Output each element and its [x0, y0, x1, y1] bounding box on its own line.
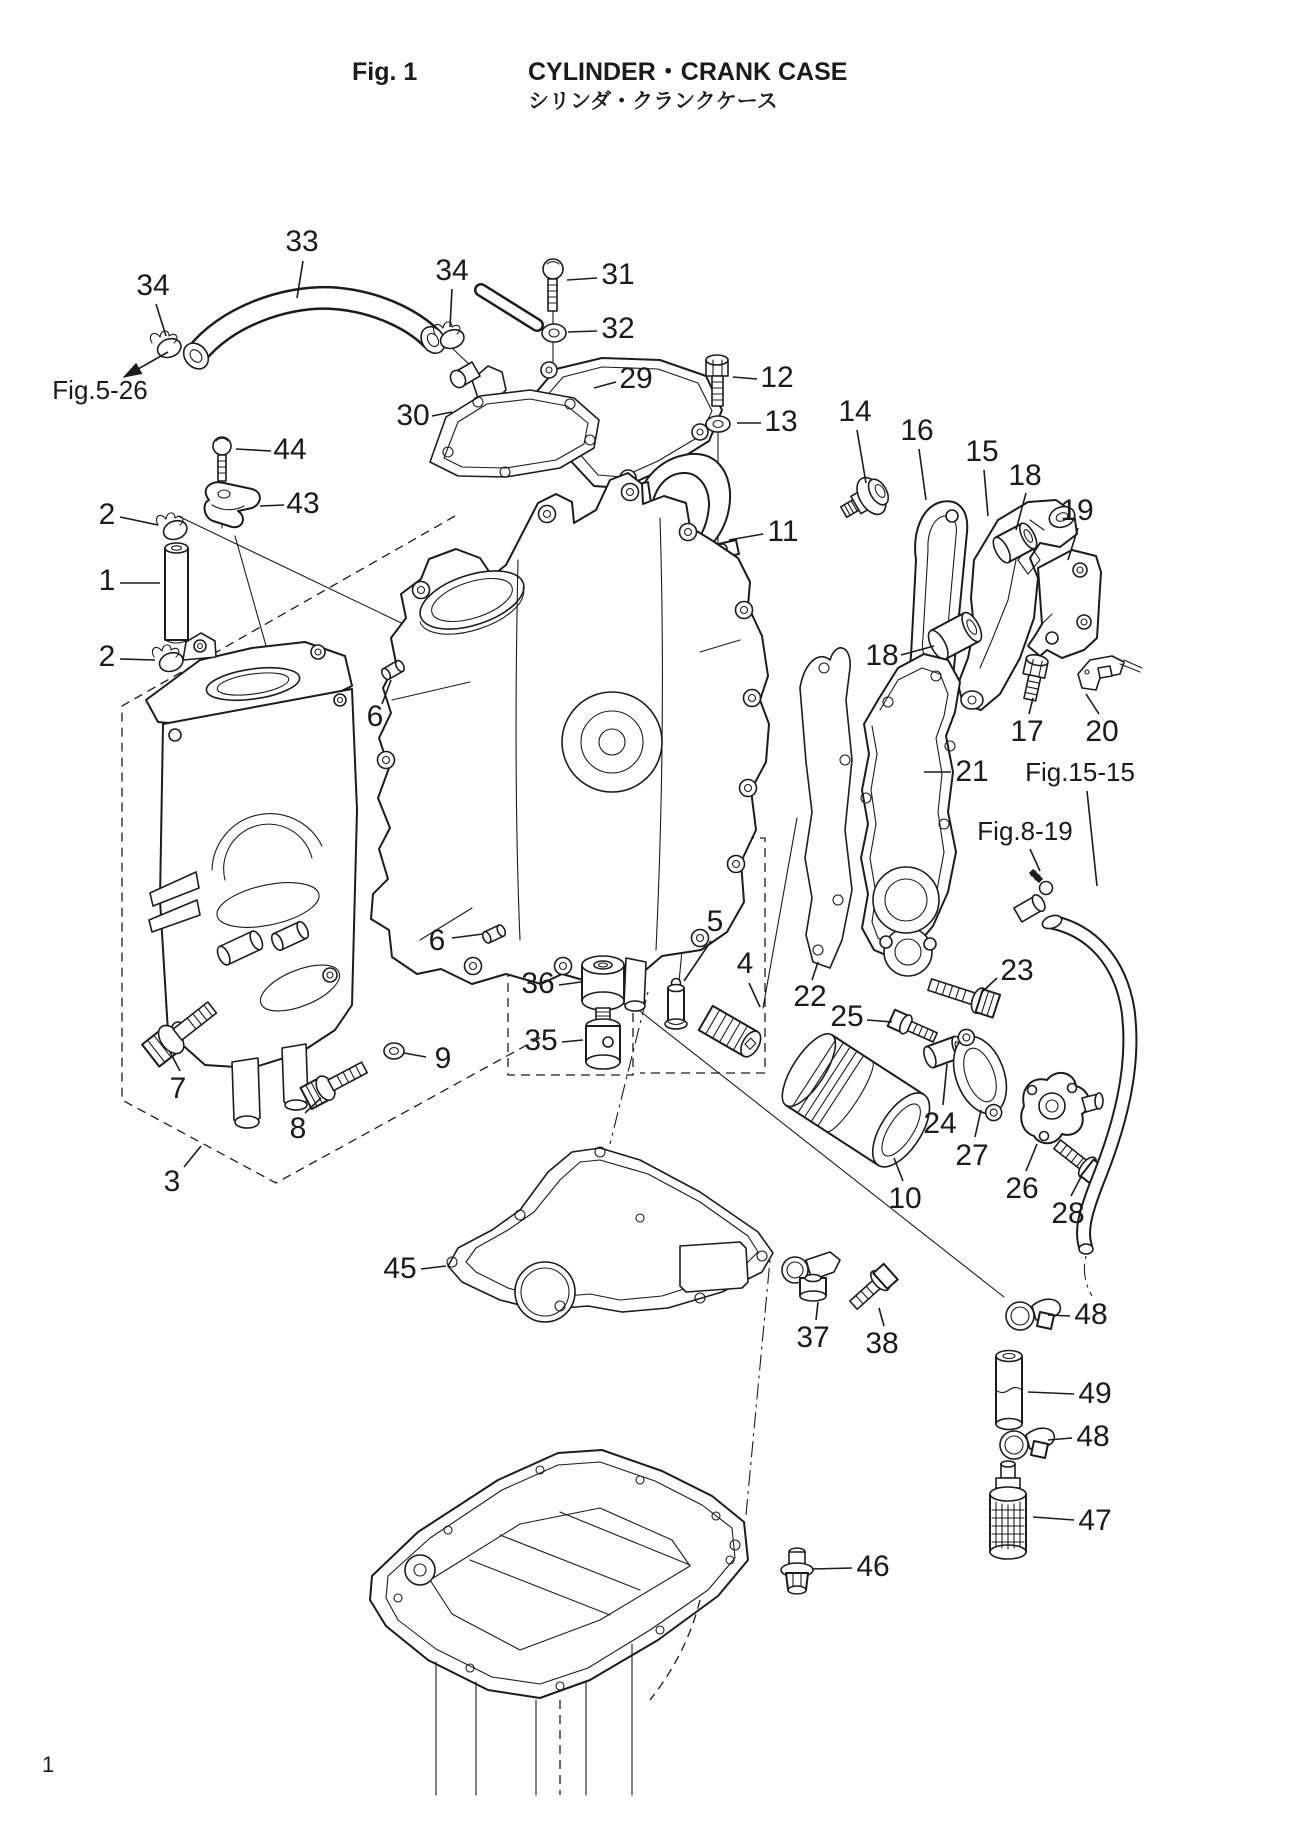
leader-line — [943, 1064, 947, 1105]
callout-38: 38 — [865, 1326, 899, 1360]
part-clip-20 — [1078, 656, 1142, 690]
callout-9: 9 — [434, 1041, 452, 1075]
callout-48: 48 — [1074, 1297, 1108, 1331]
exploded-parts-artwork — [122, 259, 1142, 1795]
leader-line — [812, 962, 818, 980]
callout-5: 5 — [706, 904, 724, 938]
part-plug-4 — [699, 1006, 765, 1060]
part-plug-35 — [586, 1008, 620, 1069]
leader-line — [559, 982, 581, 985]
part-bolt-25 — [887, 1009, 939, 1047]
callout-29: 29 — [619, 361, 653, 395]
leader-line — [812, 1568, 852, 1569]
callout-48: 48 — [1076, 1419, 1110, 1453]
callout-47: 47 — [1078, 1503, 1112, 1537]
part-dowel-tube-1 — [165, 543, 188, 643]
leader-line — [1087, 791, 1097, 886]
callout-18: 18 — [1008, 458, 1042, 492]
leader-line — [857, 430, 866, 483]
callout-6: 6 — [366, 699, 384, 733]
part-hose-clip-34-left — [150, 331, 183, 361]
callout-10: 10 — [888, 1181, 922, 1215]
callout-15: 15 — [965, 434, 999, 468]
part-clip-2-top — [156, 513, 189, 543]
callout-4: 4 — [736, 946, 754, 980]
part-base-gasket-45 — [447, 1147, 773, 1322]
callout-44: 44 — [273, 432, 307, 466]
leader-line — [568, 331, 597, 332]
leader-line — [120, 517, 158, 525]
part-oil-pan — [370, 1450, 748, 1795]
callout-11: 11 — [767, 514, 799, 548]
callout-23: 23 — [1000, 953, 1034, 987]
part-clamp-37 — [782, 1252, 840, 1301]
part-anode-36 — [582, 956, 624, 1010]
leader-line — [919, 449, 926, 500]
callout-16: 16 — [900, 413, 934, 447]
callout-27: 27 — [955, 1138, 989, 1172]
callout-3: 3 — [163, 1164, 181, 1198]
page-title-en: CYLINDER・CRANK CASE — [528, 58, 848, 86]
callout-49: 49 — [1078, 1376, 1112, 1410]
callout-18: 18 — [865, 638, 899, 672]
part-screw-31 — [543, 259, 563, 311]
callout-12: 12 — [760, 360, 794, 394]
figure-label: Fig. 1 — [352, 58, 418, 86]
leader-line — [984, 470, 988, 516]
callout-36: 36 — [521, 966, 555, 1000]
callout-46: 46 — [856, 1549, 890, 1583]
leader-line — [1071, 1177, 1081, 1196]
callout-6: 6 — [428, 923, 446, 957]
leader-line — [816, 1302, 818, 1320]
leader-line — [729, 534, 763, 540]
leader-line — [421, 1266, 446, 1269]
page-number: 1 — [42, 1752, 55, 1777]
callout-34: 34 — [136, 268, 170, 302]
callout-8: 8 — [289, 1111, 307, 1145]
part-washer-13 — [706, 416, 730, 432]
callout-33: 33 — [285, 224, 319, 258]
leader-line — [749, 983, 760, 1007]
part-chaincase-gasket-22 — [800, 648, 852, 968]
leader-line — [975, 1110, 981, 1137]
part-fuel-filter-47 — [990, 1461, 1026, 1559]
leader-line — [1048, 1315, 1070, 1316]
callout-2: 2 — [98, 497, 116, 531]
leader-line — [156, 304, 166, 336]
part-clamp-43 — [204, 482, 259, 527]
part-bolt-17 — [1018, 653, 1049, 702]
part-bolt-46 — [781, 1548, 813, 1594]
part-clamp-48-bottom — [1000, 1428, 1054, 1459]
callout-20: 20 — [1085, 714, 1119, 748]
callout-24: 24 — [923, 1106, 957, 1140]
callout-1: 1 — [98, 563, 116, 597]
callout-35: 35 — [524, 1023, 558, 1057]
part-bolt-38 — [845, 1262, 898, 1313]
part-washer-9 — [384, 1043, 404, 1059]
part-breather-rod — [481, 290, 537, 325]
leader-line — [1086, 694, 1099, 714]
leader-line — [260, 505, 284, 506]
part-oil-filter-10 — [773, 1026, 941, 1176]
part-bolt-23 — [926, 972, 1001, 1018]
part-washer-32 — [542, 324, 566, 342]
part-hose-elbow — [1013, 893, 1047, 923]
part-bracket-plate-19 — [1028, 550, 1101, 658]
callout-13: 13 — [764, 404, 798, 438]
callout-17: 17 — [1010, 714, 1044, 748]
part-clip-2-bottom — [152, 645, 185, 675]
leader-line — [450, 289, 452, 327]
callout-22: 22 — [793, 979, 827, 1013]
part-bolt-8 — [300, 1056, 370, 1110]
leader-line — [1033, 1517, 1074, 1520]
part-pump-cover-26 — [1021, 1073, 1103, 1143]
callout-2: 2 — [98, 639, 116, 673]
callout-14: 14 — [838, 394, 872, 428]
callout-21: 21 — [955, 754, 989, 788]
callout-28: 28 — [1051, 1196, 1085, 1230]
leader-line — [567, 278, 597, 280]
callout-19: 19 — [1060, 493, 1094, 527]
callout-43: 43 — [286, 486, 320, 520]
leader-line — [733, 377, 757, 379]
leader-line — [1028, 1392, 1074, 1394]
leader-line — [236, 449, 271, 451]
leader-line — [1030, 849, 1040, 871]
callout-34: 34 — [435, 253, 469, 287]
callout-30: 30 — [396, 398, 430, 432]
callout-7: 7 — [169, 1071, 187, 1105]
callout-37: 37 — [796, 1320, 830, 1354]
leader-line — [867, 1020, 892, 1022]
leader-line — [562, 1040, 583, 1042]
part-screw-44 — [213, 437, 231, 481]
page-title-ja: シリンダ・クランクケース — [528, 90, 778, 113]
leader-line — [879, 1308, 884, 1326]
part-fuel-pipe-49 — [996, 1351, 1022, 1430]
reference-fig-15-15: Fig.15-15 — [1025, 756, 1135, 787]
reference-fig-5-26: Fig.5-26 — [52, 374, 148, 405]
leader-line — [120, 659, 155, 660]
leader-line — [124, 352, 168, 377]
callout-45: 45 — [383, 1251, 417, 1285]
callout-32: 32 — [601, 311, 635, 345]
part-screw-fig8-19 — [1031, 871, 1053, 895]
part-plug-14 — [834, 471, 896, 530]
callout-25: 25 — [830, 999, 864, 1033]
leader-line — [1026, 1144, 1037, 1171]
part-breather-hose — [179, 298, 450, 374]
callout-31: 31 — [601, 257, 635, 291]
leader-line — [184, 1146, 201, 1167]
reference-fig-8-19: Fig.8-19 — [977, 815, 1073, 846]
leader-line — [404, 1053, 426, 1057]
callout-26: 26 — [1005, 1171, 1039, 1205]
part-pin-5 — [665, 979, 687, 1030]
